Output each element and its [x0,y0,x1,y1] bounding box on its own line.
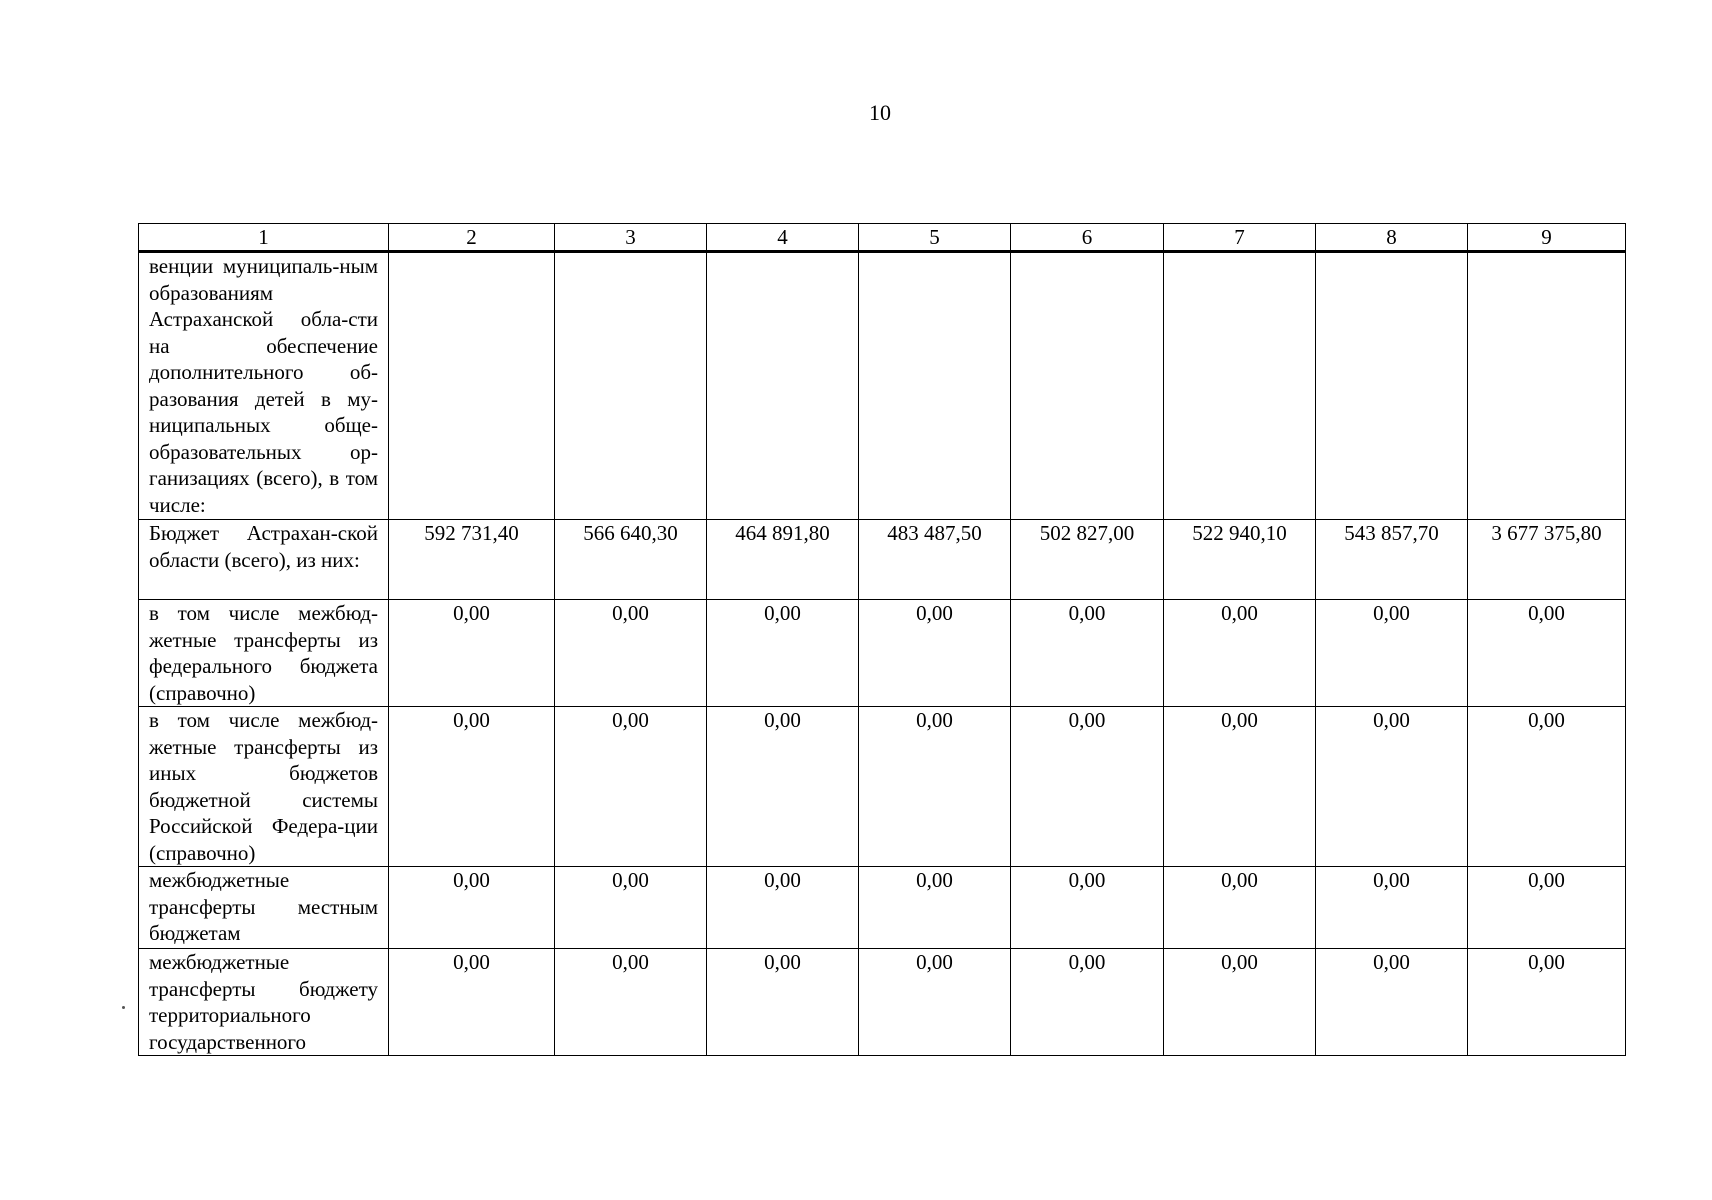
page-number: 10 [869,100,891,125]
table-cell: 0,00 [707,600,859,707]
table-cell: 0,00 [859,949,1011,1056]
column-header: 5 [859,224,1011,252]
column-header: 9 [1468,224,1626,252]
column-header: 2 [389,224,555,252]
column-header: 8 [1316,224,1468,252]
table-cell [1468,252,1626,520]
table-cell: 0,00 [1011,707,1164,867]
header-row [139,224,1626,252]
table-cell: 0,00 [555,949,707,1056]
table-cell: 0,00 [859,707,1011,867]
table-cell: 0,00 [389,707,555,867]
table-cell: 464 891,80 [707,520,859,600]
row-label: Бюджет Астрахан-ской области (всего), из них: [139,520,389,600]
table-cell: 566 640,30 [555,520,707,600]
table-cell: 0,00 [707,949,859,1056]
row-label: межбюджетные трансферты бюджету территориального государственного [139,949,389,1056]
table-cell: 0,00 [859,600,1011,707]
table-cell: 543 857,70 [1316,520,1468,600]
table-row [139,867,1626,949]
row-label: в том числе межбюд-жетные трансферты из иных бюджетов бюджетной системы Российской Федера-ции (справочно) [139,707,389,867]
budget-table [138,223,1626,1056]
table-cell: 0,00 [707,707,859,867]
table-cell [859,252,1011,520]
table-cell: 0,00 [389,600,555,707]
table-cell [707,252,859,520]
table-cell: 0,00 [859,867,1011,949]
column-header: 7 [1164,224,1316,252]
table-cell: 483 487,50 [859,520,1011,600]
scan-speck [122,1006,125,1009]
table-cell: 0,00 [1316,707,1468,867]
table-row [139,252,1626,520]
table-cell: 0,00 [1316,600,1468,707]
table-cell: 0,00 [707,867,859,949]
table-cell: 0,00 [1164,867,1316,949]
row-label: венции муниципаль-ным образованиям Астраханской обла-сти на обеспечение дополнительного об-разования детей в му-ниципальных обще-образовательных ор-ганизациях (всего), в том числе: [139,252,389,520]
table-cell: 0,00 [1468,867,1626,949]
table-cell: 0,00 [555,867,707,949]
table-cell [1011,252,1164,520]
table-row [139,707,1626,867]
table-cell: 0,00 [555,707,707,867]
table-cell: 0,00 [1468,600,1626,707]
table-cell: 0,00 [1011,949,1164,1056]
column-header: 6 [1011,224,1164,252]
table-cell: 0,00 [1164,949,1316,1056]
table-row [139,600,1626,707]
column-header: 3 [555,224,707,252]
column-header: 1 [139,224,389,252]
table-cell [389,252,555,520]
row-label: в том числе межбюд-жетные трансферты из федерального бюджета (справочно) [139,600,389,707]
table-cell: 0,00 [389,867,555,949]
row-label: межбюджетные трансферты местным бюджетам [139,867,389,949]
table-cell: 3 677 375,80 [1468,520,1626,600]
column-header: 4 [707,224,859,252]
table-cell: 0,00 [1164,707,1316,867]
table-cell: 0,00 [1011,600,1164,707]
table-cell: 0,00 [1468,707,1626,867]
table-cell: 0,00 [389,949,555,1056]
table-cell: 0,00 [555,600,707,707]
table-row [139,949,1626,1056]
table-cell: 0,00 [1468,949,1626,1056]
table-cell: 502 827,00 [1011,520,1164,600]
table-cell: 0,00 [1164,600,1316,707]
table-cell [1316,252,1468,520]
table-cell [1164,252,1316,520]
table-cell: 522 940,10 [1164,520,1316,600]
table-row [139,520,1626,600]
table-cell: 0,00 [1316,867,1468,949]
table-cell: 0,00 [1011,867,1164,949]
table-cell: 592 731,40 [389,520,555,600]
table-cell: 0,00 [1316,949,1468,1056]
table-cell [555,252,707,520]
